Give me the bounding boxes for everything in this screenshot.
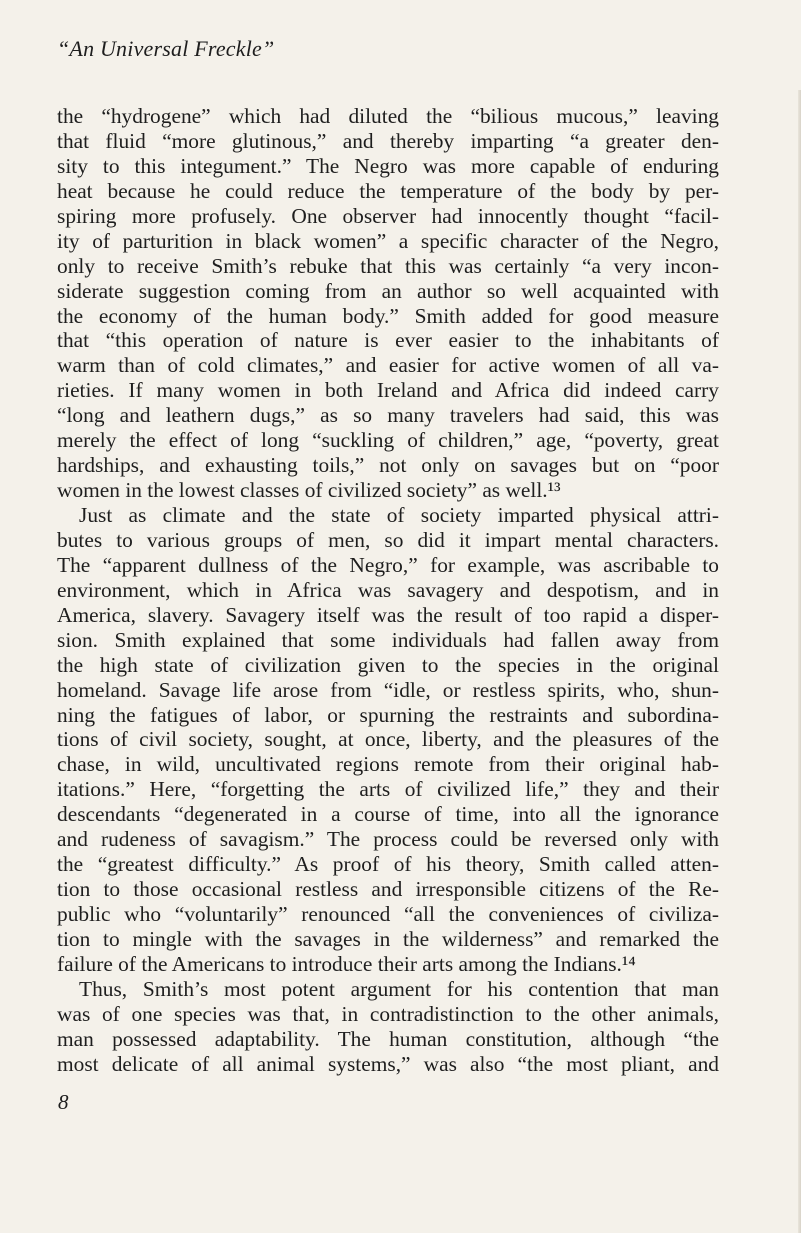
text-line: siderate suggestion coming from an author so well acquainted with xyxy=(57,278,719,303)
text-line: the “hydrogene” which had diluted the “bilious mucous,” leaving xyxy=(57,104,719,128)
text-line: most delicate of all animal systems,” was also “the most pliant, and xyxy=(57,1051,719,1076)
text-line: the high state of civilization given to the species in the original xyxy=(57,652,719,677)
text-line: tion to mingle with the savages in the wilderness” and remarked the xyxy=(57,926,719,951)
text-line: merely the effect of long “suckling of children,” age, “poverty, great xyxy=(57,428,719,453)
text-line: itations.” Here, “forgetting the arts of civilized life,” they and their xyxy=(57,777,719,802)
text-line: rieties. If many women in both Ireland and Africa did indeed carry xyxy=(57,378,719,403)
text-line: that “this operation of nature is ever easier to the inhabitants of xyxy=(57,328,719,353)
text-line: and rudeness of savagism.” The process could be reversed only with xyxy=(57,827,719,852)
text-line: environment, which in Africa was savagery and despotism, and in xyxy=(57,577,719,602)
body-text xyxy=(57,104,719,1077)
text-line: was of one species was that, in contradistinction to the other animals, xyxy=(57,1001,719,1026)
text-line: ning the fatigues of labor, or spurning the restraints and subordina- xyxy=(57,702,719,727)
text-line: “long and leathern dugs,” as so many travelers had said, this was xyxy=(57,403,719,428)
text-line: Thus, Smith’s most potent argument for his contention that man xyxy=(79,976,719,1001)
text-line: that fluid “more glutinous,” and thereby imparting “a greater den- xyxy=(57,128,719,153)
text-line: only to receive Smith’s rebuke that this was certainly “a very incon- xyxy=(57,253,719,278)
text-line: butes to various groups of men, so did it impart mental characters. xyxy=(57,527,719,552)
text-line: the economy of the human body.” Smith added for good measure xyxy=(57,303,719,328)
text-line: tion to those occasional restless and irresponsible citizens of the Re- xyxy=(57,877,719,902)
text-line: sity to this integument.” The Negro was more capable of enduring xyxy=(57,153,719,178)
text-line: the “greatest difficulty.” As proof of his theory, Smith called atten- xyxy=(57,852,719,877)
text-line: spiring more profusely. One observer had innocently thought “facil- xyxy=(57,203,719,228)
text-line: Just as climate and the state of society imparted physical attri- xyxy=(79,503,719,527)
text-line: sion. Smith explained that some individuals had fallen away from xyxy=(57,627,719,652)
text-line: homeland. Savage life arose from “idle, or restless spirits, who, shun- xyxy=(57,677,719,702)
page-number: 8 xyxy=(58,1090,69,1114)
text-line: America, slavery. Savagery itself was the result of too rapid a disper- xyxy=(57,602,719,627)
text-line: hardships, and exhausting toils,” not only on savages but on “poor xyxy=(57,453,719,478)
running-head: “An Universal Freckle” xyxy=(57,36,275,61)
text-line: The “apparent dullness of the Negro,” for example, was ascribable to xyxy=(57,552,719,577)
text-line: ity of parturition in black women” a specific character of the Negro, xyxy=(57,228,719,253)
text-line: public who “voluntarily” renounced “all the conveniences of civiliza- xyxy=(57,902,719,926)
text-line: women in the lowest classes of civilized society” as well.¹³ xyxy=(57,478,561,503)
text-line: warm than of cold climates,” and easier for active women of all va- xyxy=(57,353,719,378)
text-line: failure of the Americans to introduce their arts among the Indians.¹⁴ xyxy=(57,951,636,976)
text-line: tions of civil society, sought, at once, liberty, and the pleasures of the xyxy=(57,727,719,752)
text-line: chase, in wild, uncultivated regions remote from their original hab- xyxy=(57,752,719,777)
text-line: man possessed adaptability. The human constitution, although “the xyxy=(57,1026,719,1051)
text-line: descendants “degenerated in a course of time, into all the ignorance xyxy=(57,802,719,827)
text-line: heat because he could reduce the temperature of the body by per- xyxy=(57,178,719,203)
